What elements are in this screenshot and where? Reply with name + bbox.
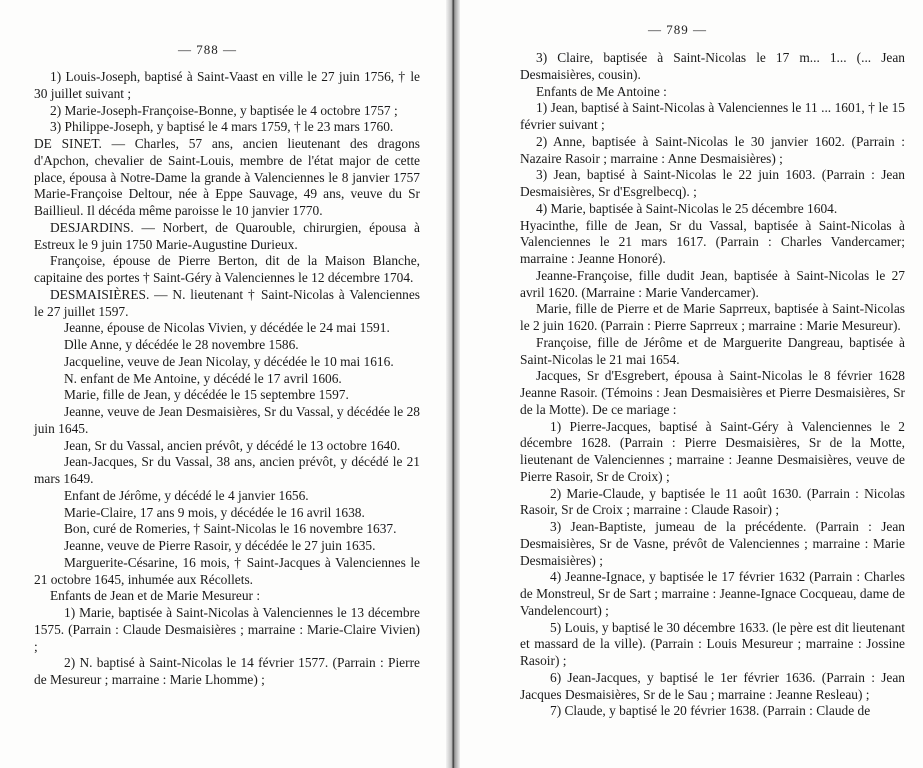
- paragraph: 1) Pierre-Jacques, baptisé à Saint-Géry à Valenciennes le 2 décembre 1628. (Parrain : Pierre Desmaisières, Sr de la Motte, lieutenant de Valenciennes ; marraine : Jeanne Desmaisières, veuve de Pierre Rasoir, Sr de Croix) ;: [520, 418, 905, 484]
- left-page: [0, 0, 446, 768]
- page-number: — 789 —: [648, 22, 707, 37]
- paragraph: Jeanne, veuve de Jean Desmaisières, Sr du Vassal, y décédée le 28 juin 1645.: [34, 404, 420, 436]
- paragraph: 5) Louis, y baptisé le 30 décembre 1633. (le père est dit lieutenant et massard de la ville). (Parrain : Louis Mesureur ; marraine : Jossine Rasoir) ;: [520, 619, 905, 668]
- book-gutter: [446, 0, 460, 768]
- paragraph: 4) Marie, baptisée à Saint-Nicolas le 25 décembre 1604.: [536, 200, 838, 216]
- paragraph: 2) N. baptisé à Saint-Nicolas le 14 février 1577. (Parrain : Pierre de Mesureur ; marraine : Marie Lhomme) ;: [34, 655, 420, 687]
- paragraph: Bon, curé de Romeries, † Saint-Nicolas le 16 novembre 1637.: [64, 521, 397, 537]
- paragraph: Marguerite-Césarine, 16 mois, † Saint-Jacques à Valenciennes le 21 octobre 1645, inhumée aux Récollets.: [34, 554, 420, 587]
- paragraph: DE SINET. — Charles, 57 ans, ancien lieutenant des dragons d'Apchon, chevalier de Saint-Louis, membre de l'état major de cette place, épousa à Notre-Dame la grande à Valenciennes le 8 janvier 1757 Marie-Françoise Deltour, née à Eppe Sauvage, 49 ans, veuve du Sr Baillieul. Il décéda même paroisse le 10 janvier 1770.: [34, 136, 420, 218]
- paragraph: DESJARDINS. — Norbert, de Quarouble, chirurgien, épousa à Estreux le 9 juin 1750 Marie-Augustine Durieux.: [34, 219, 420, 252]
- page-text: [520, 50, 905, 720]
- paragraph: 7) Claude, y baptisé le 20 février 1638. (Parrain : Claude de: [550, 703, 871, 719]
- paragraph: Jean, Sr du Vassal, ancien prévôt, y décédé le 13 octobre 1640.: [64, 437, 401, 453]
- paragraph: Françoise, épouse de Pierre Berton, dit de la Maison Blanche, capitaine des portes † Saint-Géry à Valenciennes le 12 décembre 1704.: [34, 253, 420, 285]
- paragraph: Jeanne, épouse de Nicolas Vivien, y décédée le 24 mai 1591.: [64, 320, 390, 336]
- paragraph: 1) Louis-Joseph, baptisé à Saint-Vaast en ville le 27 juin 1756, † le 30 juillet suivant ;: [34, 69, 420, 101]
- paragraph: Enfants de Jean et de Marie Mesureur :: [50, 588, 261, 604]
- paragraph: Enfant de Jérôme, y décédé le 4 janvier 1656.: [64, 487, 309, 503]
- paragraph: 3) Philippe-Joseph, y baptisé le 4 mars 1759, † le 23 mars 1760.: [50, 119, 394, 135]
- paragraph: 3) Jean, baptisé à Saint-Nicolas le 22 juin 1603. (Parrain : Jean Desmaisières, Sr d'Esgrelbecq). ;: [520, 167, 905, 199]
- paragraph: Hyacinthe, fille de Jean, Sr du Vassal, baptisée à Saint-Nicolas à Valenciennes le 21 mars 1617. (Parrain : Charles Vandercamer; marraine : Jeanne Honoré).: [520, 217, 905, 266]
- paragraph: N. enfant de Me Antoine, y décédé le 17 avril 1606.: [64, 370, 342, 386]
- paragraph: Jacques, Sr d'Esgrebert, épousa à Saint-Nicolas le 8 février 1628 Jeanne Rasoir. (Témoins : Jean Desmaisières et Pierre Desmaisières, Sr de la Motte). De ce mariage :: [520, 368, 905, 417]
- page-number: — 788 —: [178, 42, 237, 57]
- paragraph: Marie, fille de Jean, y décédée le 15 septembre 1597.: [64, 387, 349, 403]
- paragraph: Jeanne-Françoise, fille dudit Jean, baptisée à Saint-Nicolas le 27 avril 1620. (Marraine : Marie Vandercamer).: [520, 267, 905, 300]
- paragraph: Enfants de Me Antoine :: [536, 83, 667, 99]
- paragraph: 2) Marie-Claude, y baptisée le 11 août 1630. (Parrain : Nicolas Rasoir, Sr de Croix ; marraine : Claude Rasoir) ;: [520, 485, 905, 518]
- paragraph: 1) Marie, baptisée à Saint-Nicolas à Valenciennes le 13 décembre 1575. (Parrain : Claude Desmaisières ; marraine : Marie-Claire Vivien) ;: [34, 605, 420, 654]
- paragraph: 2) Anne, baptisée à Saint-Nicolas le 30 janvier 1602. (Parrain : Nazaire Rasoir ; marraine : Anne Desmaisières) ;: [520, 133, 905, 166]
- paragraph: 6) Jean-Jacques, y baptisé le 1er février 1636. (Parrain : Jean Jacques Desmaisières, Sr de le Sau ; marraine : Jeanne Resleau) ;: [520, 669, 905, 702]
- paragraph: Marie, fille de Pierre et de Marie Saprreux, baptisée à Saint-Nicolas le 2 juin 1620. (Parrain : Pierre Saprreux ; marraine : Marie Mesureur).: [520, 301, 905, 333]
- paragraph: 2) Marie-Joseph-Françoise-Bonne, y baptisée le 4 octobre 1757 ;: [50, 102, 398, 118]
- paragraph: Jean-Jacques, Sr du Vassal, 38 ans, ancien prévôt, y décédé le 21 mars 1649.: [34, 454, 420, 486]
- paragraph: 3) Jean-Baptiste, jumeau de la précédente. (Parrain : Jean Desmaisières, Sr de Vasne, prévôt de Valenciennes ; marraine : Marie Desmaisières) ;: [520, 519, 905, 568]
- paragraph: 3) Claire, baptisée à Saint-Nicolas le 17 m... 1... (... Jean Desmaisières, cousin).: [520, 50, 905, 82]
- right-page: [460, 0, 923, 768]
- paragraph: 1) Jean, baptisé à Saint-Nicolas à Valenciennes le 11 ... 1601, † le 15 février suivant ;: [520, 100, 905, 132]
- paragraph: Jacqueline, veuve de Jean Nicolay, y décédée le 10 mai 1616.: [64, 353, 394, 369]
- paragraph: 4) Jeanne-Ignace, y baptisée le 17 février 1632 (Parrain : Charles de Monstreul, Sr de Sart ; marraine : Jeanne-Ignace Cocqueau, dame de Vandelencourt) ;: [520, 569, 905, 618]
- page-text: [34, 69, 420, 689]
- paragraph: Marie-Claire, 17 ans 9 mois, y décédée le 16 avril 1638.: [64, 504, 365, 520]
- paragraph: Dlle Anne, y décédée le 28 novembre 1586.: [64, 337, 299, 352]
- paragraph: Françoise, fille de Jérôme et de Marguerite Dangreau, baptisée à Saint-Nicolas le 21 mai 1654.: [520, 334, 905, 367]
- paragraph: Jeanne, veuve de Pierre Rasoir, y décédée le 27 juin 1635.: [64, 538, 376, 553]
- paragraph: DESMAISIÈRES. — N. lieutenant † Saint-Nicolas à Valenciennes le 27 juillet 1597.: [34, 286, 420, 319]
